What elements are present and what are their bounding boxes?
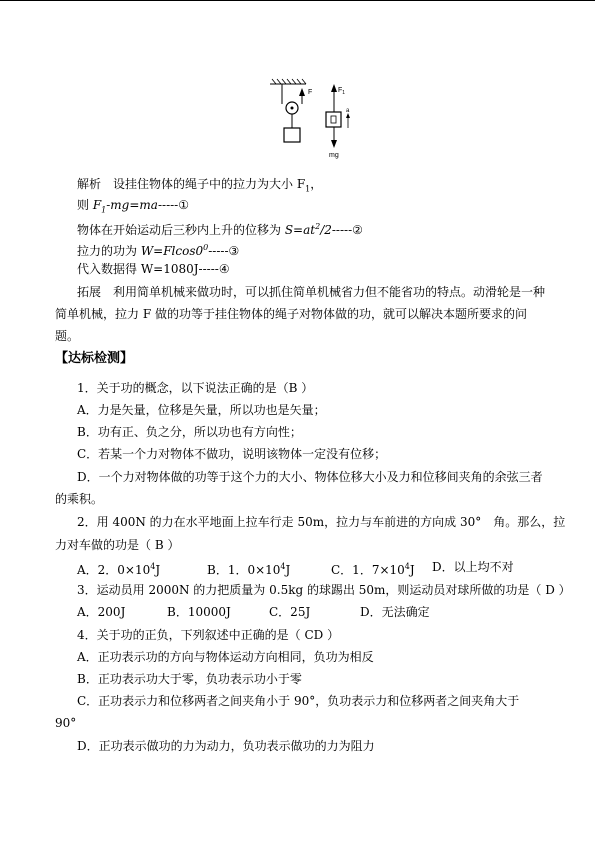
question-1: 1．关于功的概念，以下说法正确的是（B ）	[77, 381, 314, 395]
question-1-option-b: B．功有正、负之分，所以功也有方向性；	[77, 425, 302, 439]
analysis-line-3: 物体在开始运动后三秒内上升的位移为 $S=at^2/2-----②$	[77, 222, 363, 237]
question-4-option-b: B．正功表示功大于零，负功表示功小于零	[77, 672, 302, 686]
question-3-option-a: A．200J	[77, 605, 126, 619]
fbd-block	[326, 112, 341, 127]
extension-line-1: 拓展 利用简单机械来做功时，可以抓住简单机械省力但不能省功的特点。动滑轮是一种	[77, 285, 546, 299]
analysis-line-1: 解析 设挂住物体的绳子中的拉力为大小 $F_1$，	[77, 177, 323, 194]
ceiling-hatch	[272, 79, 306, 84]
question-4-option-a: A．正功表示功的方向与物体运动方向相同，负功为相反	[77, 650, 374, 664]
section-title: 【达标检测】	[55, 351, 134, 366]
question-2-option-c: C．1．$7\times 10^4J$	[331, 562, 415, 577]
question-4-option-c-line-1: C．正功表示力和位移两者之间夹角小于 90°，负功表示力和位移两者之间夹角大于	[77, 694, 520, 708]
question-1-option-a: A．力是矢量，位移是矢量，所以功也是矢量；	[77, 403, 326, 417]
question-4: 4．关于功的正负，下列叙述中正确的是（ CD ）	[77, 628, 340, 642]
question-2-line-2: 力对车做的功是（ B ）	[55, 538, 180, 552]
extension-line-2: 简单机械，拉力 F 做的功等于挂住物体的绳子对物体做的功，就可以解决本题所要求的问	[55, 307, 527, 321]
hanging-block	[284, 128, 300, 142]
extension-line-3: 题。	[55, 329, 80, 343]
pulley-axle	[291, 107, 294, 110]
question-2-option-a: A．2．$0\times 10^4J$	[77, 562, 161, 577]
question-1-option-c: C．若某一个力对物体不做功，说明该物体一定没有位移；	[77, 447, 387, 461]
question-4-option-c-line-2: 90°	[55, 716, 77, 730]
page-top-border	[0, 0, 595, 1]
question-3-option-c: C．25J	[269, 605, 311, 619]
fbd-label-a: a	[346, 108, 350, 114]
fbd-mg-arrow-head	[331, 140, 337, 148]
question-4-option-d: D．正功表示做功的力为动力，负功表示做功的力为阻力	[77, 739, 375, 753]
pulley-force-diagram	[268, 78, 358, 160]
question-3-option-b: B．10000J	[167, 605, 231, 619]
fbd-F1-arrow-head	[331, 84, 337, 92]
force-label-F: F	[308, 89, 313, 96]
force-arrow-head	[299, 88, 305, 96]
analysis-line-5: 代入数据得 W=1080J-----④	[77, 262, 230, 276]
question-2-line-1: 2．用 400N 的力在水平地面上拉车行走 50m，拉力与车前进的方向成 30° 角。那么，拉	[77, 515, 566, 529]
analysis-line-2: 则 $F_1-mg=ma-----①$	[77, 198, 189, 215]
fbd-label-F1: $F_1$	[338, 87, 346, 96]
analysis-line-4: 拉力的功为 $W=Flcos0^0-----③$	[77, 243, 240, 258]
question-1-option-d-line-2: 的乘积。	[55, 492, 104, 506]
question-2-option-d: D．以上均不对	[432, 560, 514, 574]
fbd-label-mg: mg	[329, 152, 339, 159]
question-2-option-b: B．1．$0\times 10^4J$	[207, 562, 291, 577]
question-3-option-d: D．无法确定	[360, 605, 430, 619]
question-3: 3．运动员用 2000N 的力把质量为 0.5kg 的球踢出 50m，则运动员对球所做的功是（ D ）	[77, 583, 571, 597]
question-1-option-d-line-1: D．一个力对物体做的功等于这个力的大小、物体位移大小及力和位移间夹角的余弦三者	[77, 470, 543, 484]
